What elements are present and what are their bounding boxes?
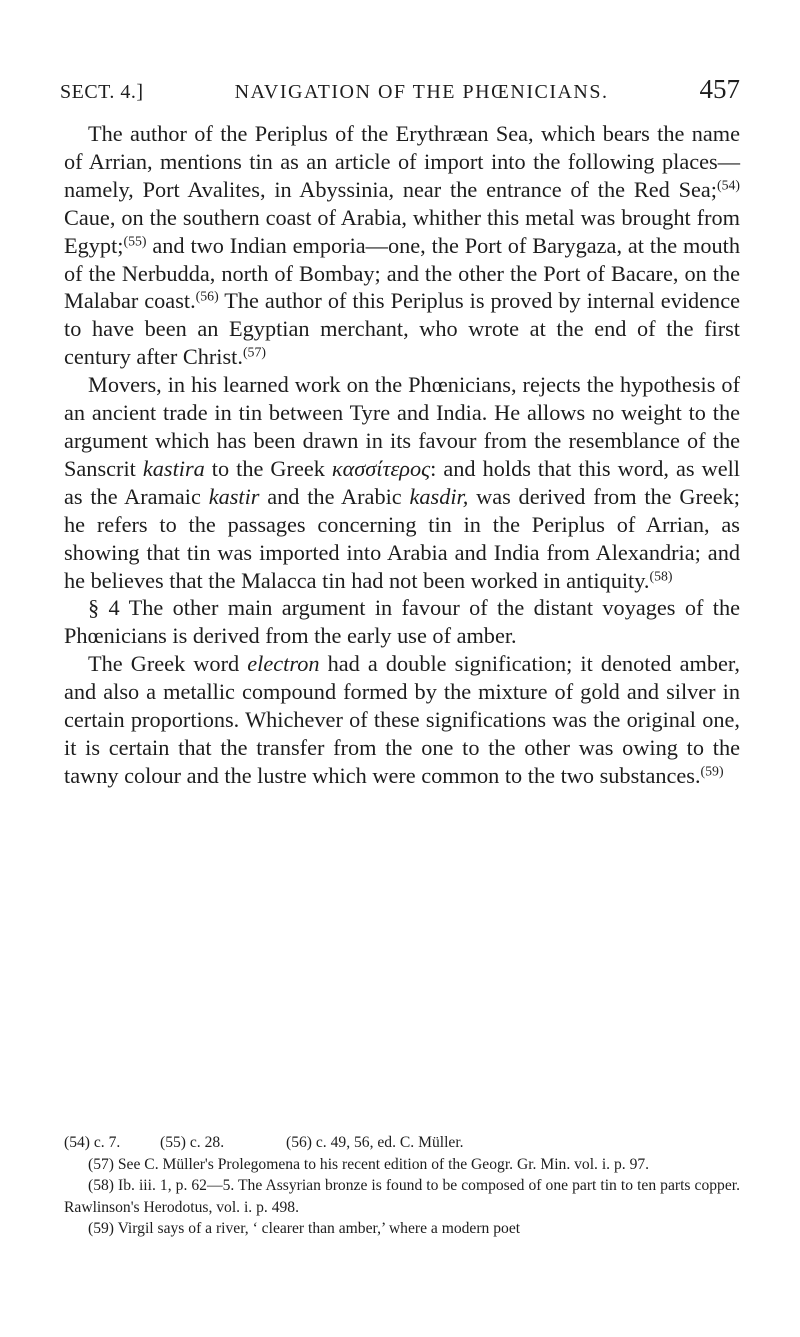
footnote-ref-58: (58) bbox=[649, 567, 673, 583]
footnote-55: (55) c. 28. bbox=[160, 1134, 225, 1151]
footnotes bbox=[64, 1132, 740, 1240]
term-greek: κασσίτερος bbox=[331, 455, 431, 481]
term-kastira: kastira bbox=[142, 455, 205, 481]
term-kastir: kastir bbox=[208, 483, 260, 509]
paragraph-electron: The Greek word electron had a double signification; it denoted amber, and also a metallic compound formed by the mixture of gold and silver in certain proportions. Whichever of these significations was the original one, it is certain that the transfer from the one to the other was owing to the tawny colour and the lustre which were common to the two substances.$^{(59)}$ bbox=[64, 651, 740, 788]
footnote-54: (54) c. 7. bbox=[64, 1134, 121, 1151]
footnote-57: (57) See C. Müller's Prolegomena to his recent edition of the Geogr. Gr. Min. vol. i. p. 97. bbox=[88, 1155, 650, 1173]
term-kasdir: kasdir, bbox=[409, 483, 469, 509]
term-electron: electron bbox=[247, 651, 320, 677]
footnote-58: (58) Ib. iii. 1, p. 62—5. The Assyrian bronze is found to be composed of one part tin to ten parts copper. Rawlinson's Herodotus, vol. i. p. 498. bbox=[64, 1177, 740, 1216]
body-text bbox=[64, 120, 740, 790]
footnote-ref-56: (56) bbox=[195, 288, 219, 304]
footnote-ref-57: (57) bbox=[242, 344, 266, 360]
footnote-59: (59) Virgil says of a river, ‘ clearer than amber,’ where a modern poet bbox=[88, 1220, 521, 1238]
paragraph-section-4: § 4 The other main argument in favour of the distant voyages of the Phœnicians is derived from the early use of amber. bbox=[64, 595, 740, 649]
footnote-56: (56) c. 49, 56, ed. C. Müller. bbox=[286, 1134, 464, 1151]
footnote-ref-59: (59) bbox=[700, 763, 724, 779]
page-number: 457 bbox=[699, 74, 740, 104]
footnote-row bbox=[64, 1132, 740, 1154]
running-title: NAVIGATION OF THE PHŒNICIANS. bbox=[234, 81, 609, 103]
paragraph-movers: Movers, in his learned work on the Phœnicians, rejects the hypothesis of an ancient trade in tin between Tyre and India. He allows no weight to the argument which has been drawn in its favour from the resemblance of the Sanscrit kastira to the Greek κασσίτερος: and holds that this word, as well as the Aramaic kastir and the Arabic kasdir, was derived from the Greek; he refers to the passages concerning tin in the Periplus of Arrian, as showing that tin was imported into Arabia and India from Alexandria; and he believes that the Malacca tin had not been worked in antiquity.$^{(58)}$ bbox=[64, 372, 740, 593]
paragraph-periplus: The author of the Periplus of the Erythræan Sea, which bears the name of Arrian, mentions tin as an article of import into the following places—namely, Port Avalites, in Abyssinia, near the entrance of the Red Sea;$^{(54)}$ Caue, on the southern coast of Arabia, whither this metal was brought from Egypt;$^{(55)}$ and two Indian emporia—one, the Port of Barygaza, at the mouth of the Nerbudda, north of Bombay; and the other the Port of Bacare, on the Malabar coast.$^{(56)}$ The author of this Periplus is proved by internal evidence to have been an Egyptian merchant, who wrote at the end of the first century after Christ.$^{(57)}$ bbox=[64, 121, 740, 370]
footnote-ref-55: (55) bbox=[123, 233, 147, 249]
footnote-ref-54: (54) bbox=[716, 177, 740, 193]
running-header bbox=[60, 74, 740, 105]
section-label: SECT. 4.] bbox=[60, 81, 144, 103]
